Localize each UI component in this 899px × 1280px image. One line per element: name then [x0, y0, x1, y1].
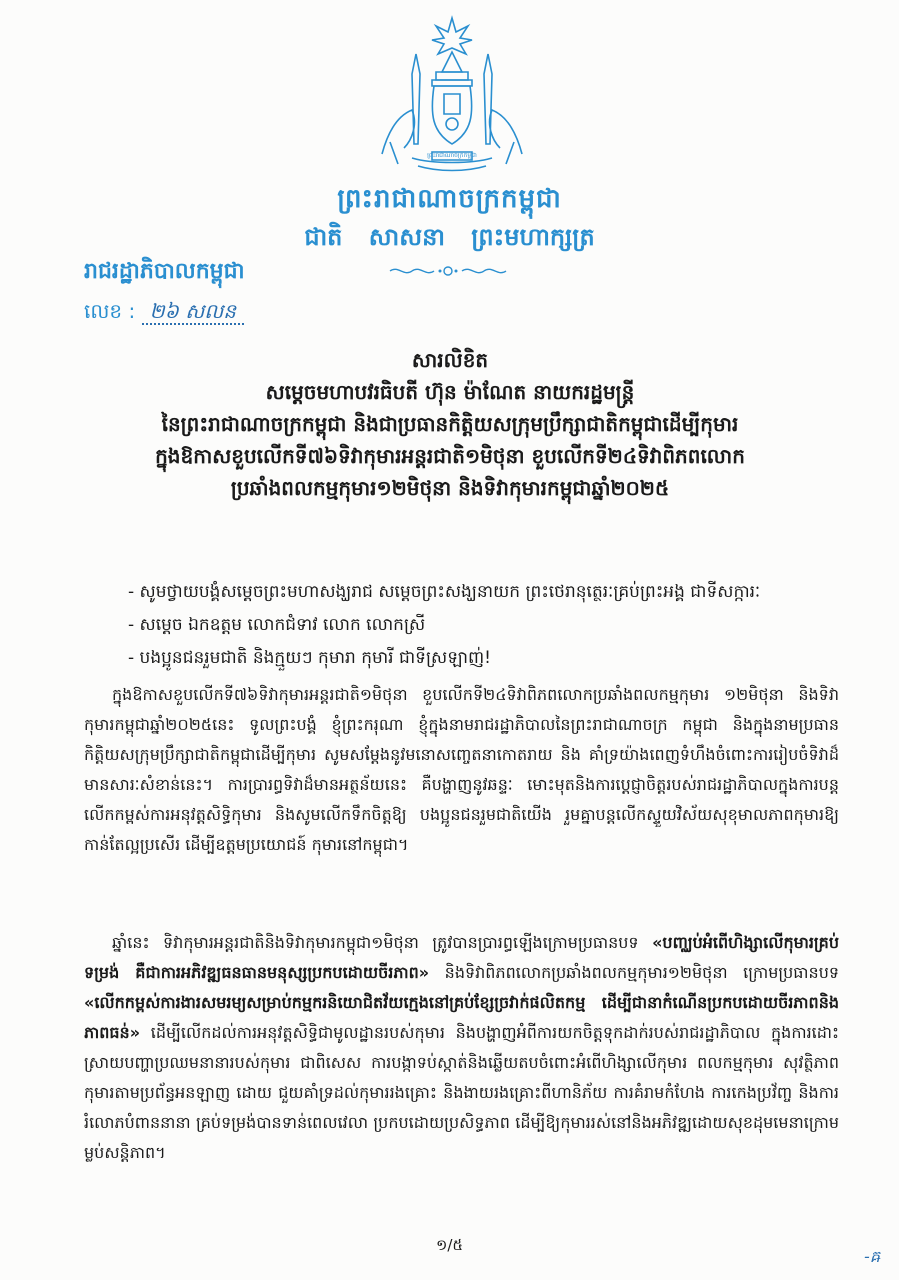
- royal-coat-of-arms-icon: [372, 14, 532, 174]
- reference-value: ២៦ សលន: [142, 299, 244, 325]
- title-line-2: សម្តេចមហាបវរធិបតី ហ៊ុន ម៉ាណែត នាយករដ្ឋមន្ត្រី: [265, 380, 635, 404]
- reference-label: លេខ :: [84, 299, 136, 323]
- salutation-item: - សម្តេច ឯកឧត្តម លោកជំទាវ លោក លោកស្រី: [128, 615, 426, 635]
- government-name: រាជរដ្ឋាភិបាលកម្ពុជា: [84, 259, 245, 284]
- kingdom-name: ព្រះរាជាណាចក្រកម្ពុជា: [337, 184, 562, 214]
- title-line-3: នៃព្រះរាជាណាចក្រកម្ពុជា និងជាប្រធានកិត្តិយសក្រុមប្រឹក្សាជាតិកម្ពុជាដើម្បីកុមារ: [161, 412, 739, 436]
- title-line-1: សារលិខិត: [411, 348, 489, 372]
- page-number: ១/៥: [435, 1236, 464, 1254]
- paragraph-2-middle: និងទិវាពិភពលោកប្រឆាំងពលកម្មកុមារ១២មិថុនា ក្រោមប្រធានបទ: [429, 963, 839, 982]
- national-motto: ជាតិ សាសនា ព្រះមហាក្សត្រ: [304, 223, 595, 251]
- paragraph-2-end: ដើម្បីលើកដល់ការអនុវត្តសិទ្ធិជាមូលដ្ឋានរបស់កុមារ និងបង្ហាញអំពីការយកចិត្តទុកដាក់របស់រាជរដ្ឋាភិបាល ក្នុងការដោះស្រាយបញ្ហាប្រឈមនានារបស់កុមារ ជាពិសេស ការបង្កាទប់ស្កាត់និងឆ្លើយតបចំពោះអំពើហិង្សាលើកុមារ ពលកម្មកុមារ សុវត្ថិភាពកុមារតាមប្រព័ន្ធអនឡាញ ដោយ ជួយគាំទ្រដល់កុមាររងគ្រោះ និងងាយរងគ្រោះពីហានិភ័យ ការគំរាមកំហែង ការកេងប្រវ័ញ្ច និងការរំលោភបំពាននានា គ្រប់ទម្រង់បានទាន់ពេលវេលា ប្រកបដោយប្រសិទ្ធភាព ដើម្បីឱ្យកុមាររស់នៅនិងអភិវឌ្ឍដោយសុខដុមមេនាក្រោម ម្លប់សន្តិភាព។: [84, 1023, 839, 1162]
- title-line-4: ក្នុងឱកាសខួបលើកទី៧៦ទិវាកុមារអន្តរជាតិ១មិថុនា ខួបលើកទី២៤ទិវាពិភពលោក: [155, 444, 745, 468]
- salutation-list: [128, 576, 848, 675]
- body-paragraph-2: [84, 928, 839, 1168]
- theme-1: «បញ្ឈប់អំពើហិង្សាលើកុមារគ្រប់ទម្រង់ គឺជាការអភិវឌ្ឍធនធានមនុស្សប្រកបដោយចីរភាព»: [84, 933, 839, 982]
- emblem-text: ព្រះរាជាណាចក្រកម្ពុជា: [427, 152, 477, 159]
- theme-2: «លើកកម្ពស់ការងារសមរម្យសម្រាប់កម្មករនិយោជិតវ័យក្មេងនៅគ្រប់ខ្សែច្រវាក់ផលិតកម្ម ដើម្បីជានាកំណើនប្រកបដោយចីរភាពនិងភាពធន់»: [84, 993, 839, 1042]
- decorative-divider-icon: [388, 263, 508, 279]
- salutation-item: - សូមថ្វាយបង្គំសម្តេចព្រះមហាសង្ឃរាជ សម្តេចព្រះសង្ឃនាយក ព្រះថេរានុត្ថេរៈគ្រប់ព្រះអង្គ ជាទីសក្ការៈ: [128, 582, 761, 602]
- paragraph-2-intro: ឆ្នាំនេះ ទិវាកុមារអន្តរជាតិនិងទិវាកុមារកម្ពុជា១មិថុនា ត្រូវបានប្រារព្ធឡើងក្រោមប្រធានបទ: [112, 933, 653, 952]
- handwritten-initials: -ឝ: [864, 1247, 880, 1266]
- reference-number: [84, 298, 244, 328]
- salutation-item: - បងប្អូនជនរួមជាតិ និងក្មួយៗ កុមារា កុមារី ជាទីស្រឡាញ់!: [128, 648, 491, 668]
- body-paragraph-1: ក្នុងឱកាសខួបលើកទី៧៦ទិវាកុមារអន្តរជាតិ១មិថុនា ខួបលើកទី២៤ទិវាពិភពលោកប្រឆាំងពលកម្មកុមារ ១២មិថុនា និងទិវាកុមារកម្ពុជាឆ្នាំ២០២៥នេះ ទូលព្រះបង្គំ ខ្ញុំព្រះករុណា ខ្ញុំក្នុងនាមរាជរដ្ឋាភិបាលនៃព្រះរាជាណាចក្រ កម្ពុជា និងក្នុងនាមប្រធានកិត្តិយសក្រុមប្រឹក្សាជាតិកម្ពុជាដើម្បីកុមារ សូមសម្តែងនូវមនោសញ្ចេតនាកោតរាយ និង គាំទ្រយ៉ាងពេញទំហឹងចំពោះការរៀបចំទិវាដ៏មានសារៈសំខាន់នេះ។ ការប្រារព្ធទិវាដ៏មានអត្ថន័យនេះ គឺបង្ហាញនូវឆន្ទៈ មោះមុតនិងការប្តេជ្ញាចិត្តរបស់រាជរដ្ឋាភិបាលក្នុងការបន្តលើកកម្ពស់ការអនុវត្តសិទ្ធិកុមារ និងសូមលើកទឹកចិត្តឱ្យ បងប្អូនជនរួមជាតិយើង រួមគ្នាបន្តលើកស្ទួយវិស័យសុខុមាលភាពកុមារឱ្យកាន់តែល្អប្រសើរ ដើម្បីឧត្តមប្រយោជន៍ កុមារនៅកម្ពុជា។: [84, 685, 839, 854]
- title-line-5: ប្រឆាំងពលកម្មកុមារ១២មិថុនា និងទិវាកុមារកម្ពុជាឆ្នាំ២០២៥: [230, 476, 670, 500]
- letter-title-block: [60, 344, 840, 504]
